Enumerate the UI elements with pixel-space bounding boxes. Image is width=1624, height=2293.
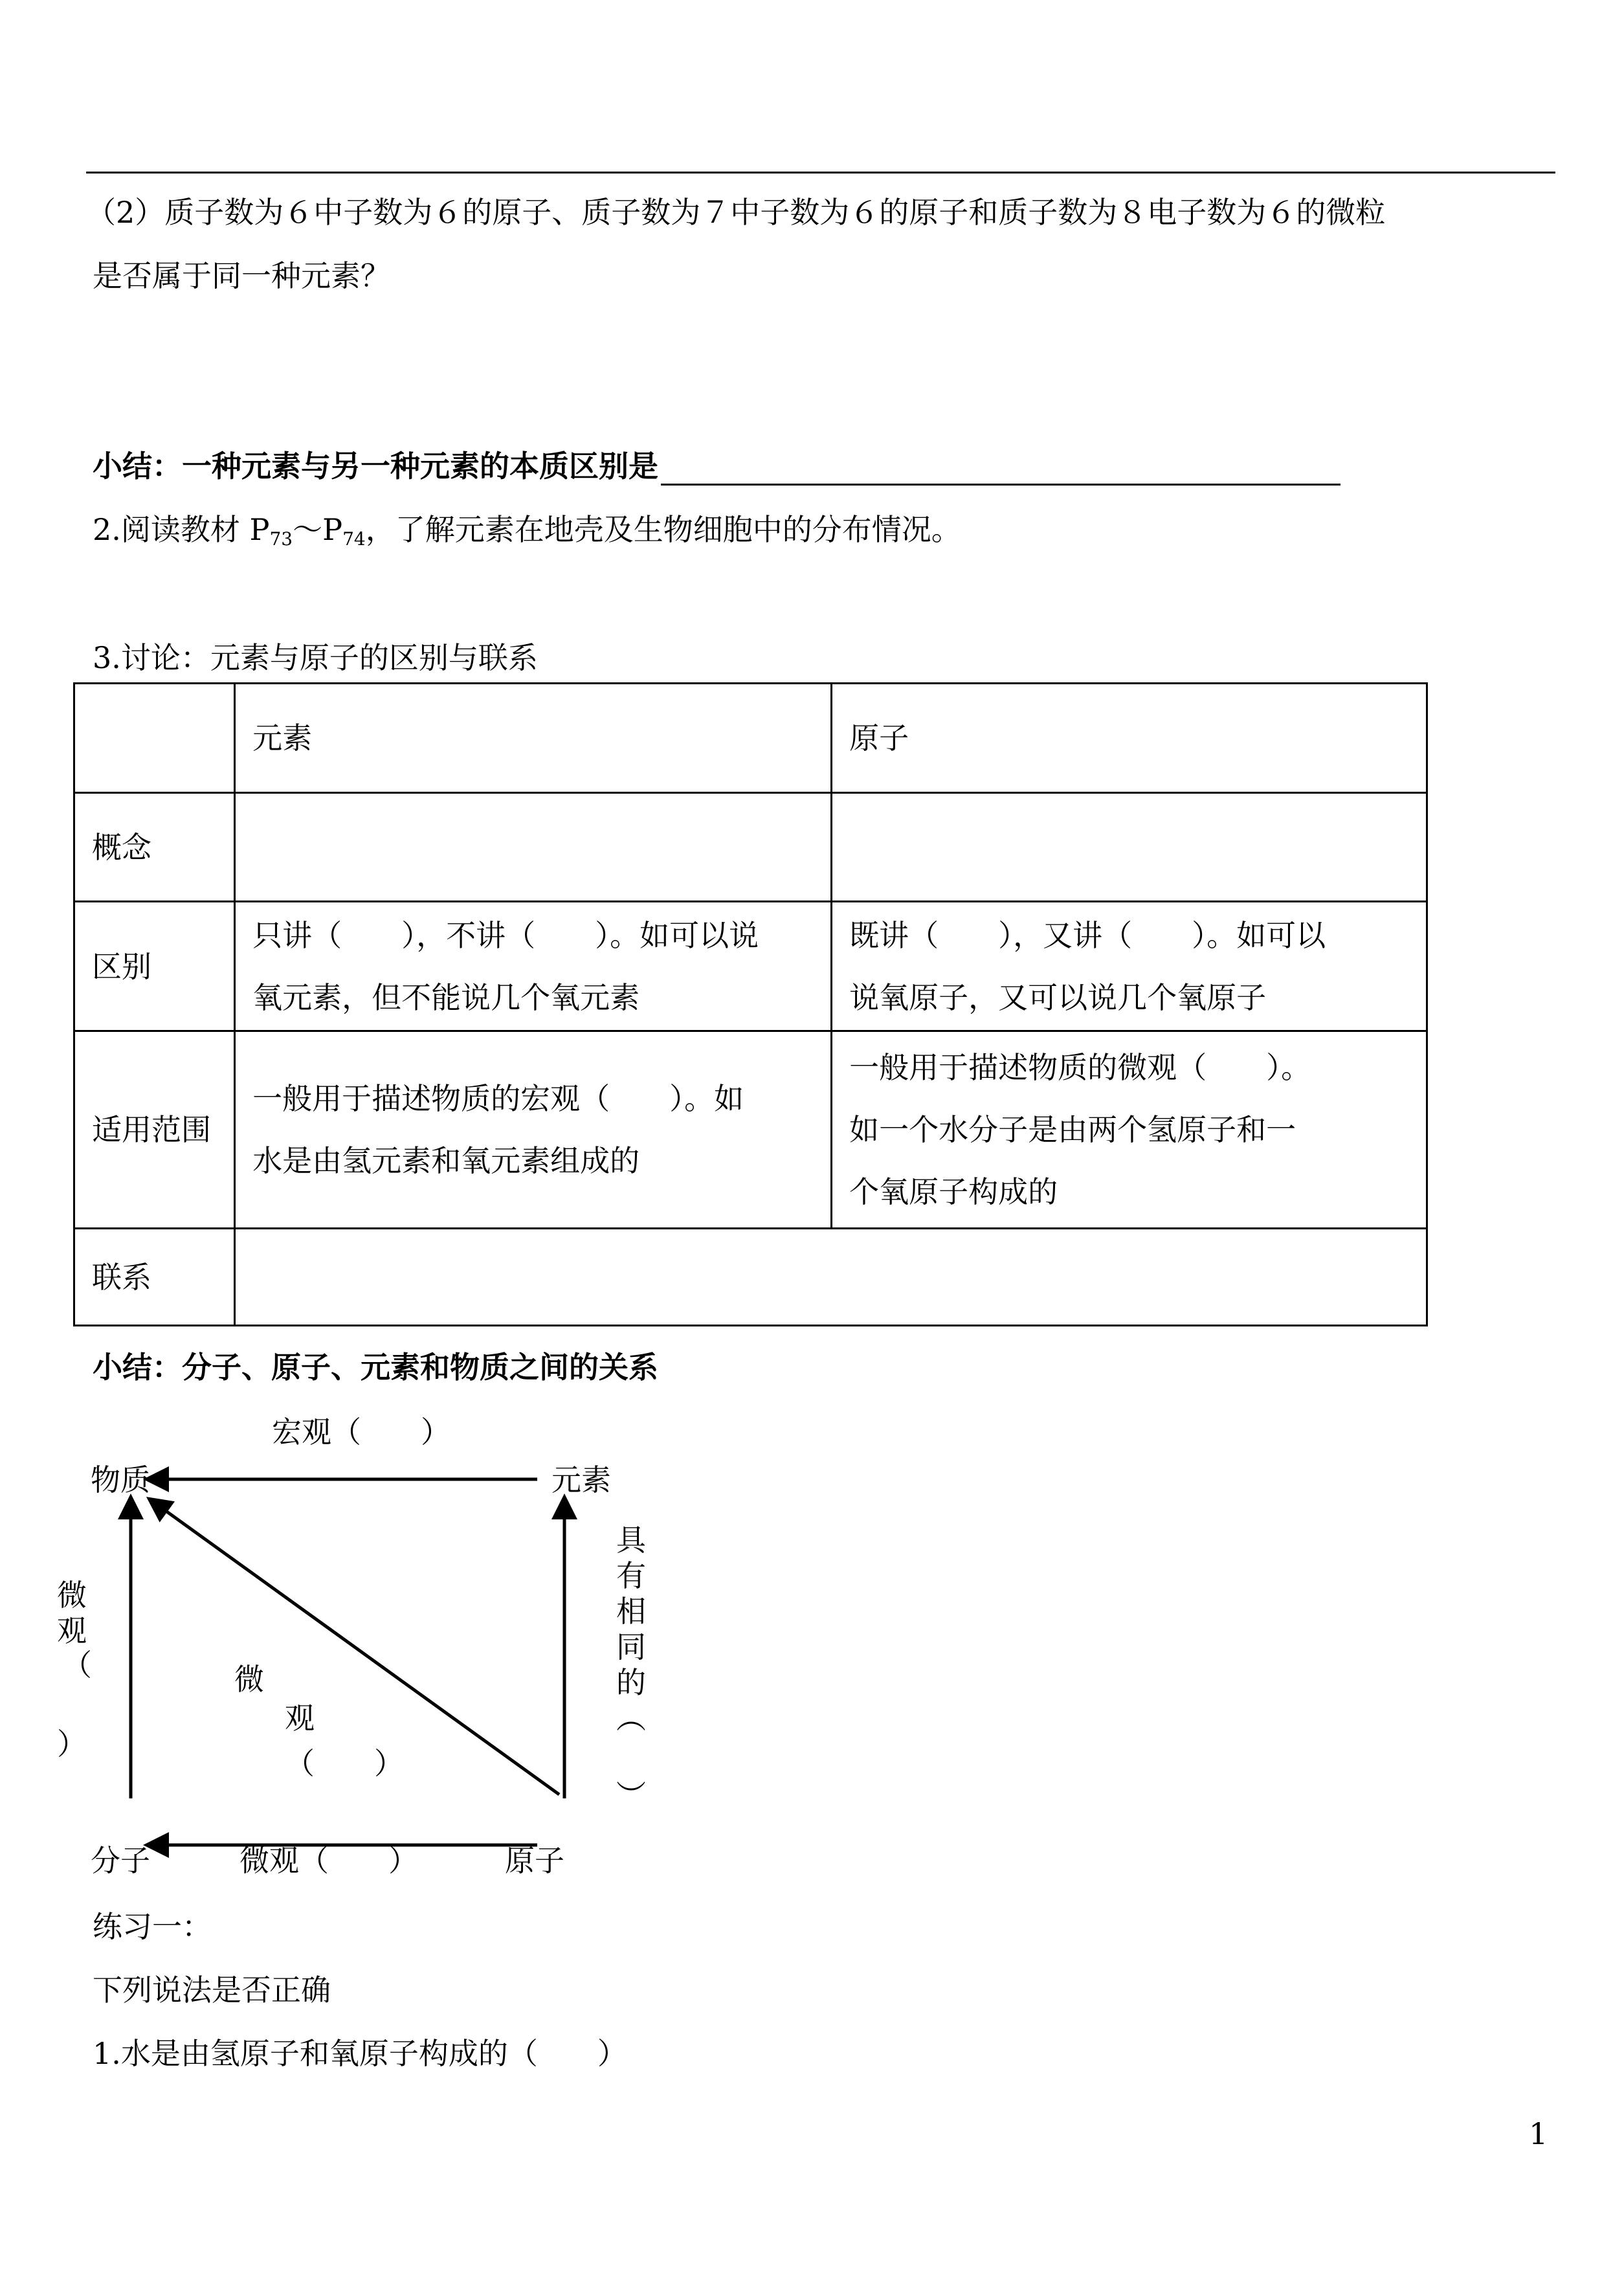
practice-title: 练习一： — [93, 1909, 212, 1944]
node-element: 元素 — [551, 1462, 611, 1497]
node-molecule: 分子 — [91, 1843, 150, 1878]
difference-element-cell — [235, 902, 832, 1031]
same-open-paren: ︵ — [616, 1701, 646, 1736]
page-number: 1 — [1529, 2116, 1548, 2151]
same-char-2: 有 — [616, 1558, 646, 1593]
header-rule — [86, 172, 1555, 173]
micro-left-char-2: 观 — [57, 1613, 87, 1648]
micro-center-parens: （ ） — [285, 1746, 404, 1781]
same-close-paren: ︶ — [616, 1778, 646, 1813]
scope-atom-line-1: 一般用于描述物质的微观（ ）。 — [849, 1050, 1311, 1085]
difference-atom-cell — [832, 902, 1427, 1031]
scope-atom-line-3: 个氧原子构成的 — [849, 1174, 1058, 1209]
header-element: 元素 — [235, 684, 832, 793]
reading-instruction — [93, 510, 961, 549]
reading-suffix: ，了解元素在地壳及生物细胞中的分布情况。 — [365, 512, 961, 547]
summary-relations-title: 小结：分子、原子、元素和物质之间的关系 — [93, 1350, 658, 1385]
page-subscript-end: 74 — [342, 528, 366, 550]
question-2-line-2: 是否属于同一种元素？ — [93, 258, 390, 293]
discussion-title: 3.讨论：元素与原子的区别与联系 — [93, 640, 538, 675]
reading-prefix: 2.阅读教材 P — [93, 512, 270, 547]
row-label-scope: 适用范围 — [74, 1031, 235, 1229]
row-label-difference: 区别 — [74, 902, 235, 1031]
table-header-row — [74, 684, 1427, 793]
row-label-relation: 联系 — [74, 1229, 235, 1326]
same-char-1: 具 — [616, 1523, 646, 1558]
difference-atom-line-1: 既讲（ ），又讲（ ）。如可以 — [849, 917, 1326, 953]
relation-merged-cell[interactable] — [235, 1229, 1427, 1326]
concept-element-cell[interactable] — [235, 793, 832, 902]
scope-element-line-1: 一般用于描述物质的宏观（ ）。如 — [252, 1081, 744, 1116]
micro-left-char-3: （ — [62, 1648, 92, 1683]
same-char-4: 同 — [616, 1629, 646, 1664]
practice-intro: 下列说法是否正确 — [93, 1973, 331, 2008]
micro-left-char-4: ） — [57, 1727, 87, 1762]
micro-left-char-1: 微 — [57, 1578, 87, 1613]
scope-element-cell — [235, 1031, 832, 1229]
node-matter: 物质 — [91, 1462, 150, 1497]
micro-center-char-2: 观 — [285, 1701, 315, 1736]
summary-label: 小结：一种元素与另一种元素的本质区别是 — [93, 449, 658, 484]
summary-essential-difference — [93, 447, 1340, 486]
same-char-3: 相 — [616, 1594, 646, 1629]
concept-atom-cell[interactable] — [832, 793, 1427, 902]
macro-label: 宏观（ ） — [272, 1415, 450, 1449]
answer-blank[interactable] — [661, 454, 1340, 486]
table-row-relation — [74, 1229, 1427, 1326]
practice-item-1: 1.水是由氢原子和氧原子构成的（ ） — [93, 2036, 627, 2071]
scope-element-line-2: 水是由氢元素和氧元素组成的 — [252, 1143, 640, 1178]
node-atom: 原子 — [505, 1843, 564, 1878]
difference-atom-line-2: 说氧原子，又可以说几个氧原子 — [849, 979, 1267, 1015]
row-label-concept: 概念 — [74, 793, 235, 902]
scope-atom-line-2: 如一个水分子是由两个氢原子和一 — [849, 1112, 1296, 1147]
header-empty-cell — [74, 684, 235, 793]
element-atom-comparison-table — [73, 682, 1428, 1326]
relation-diagram — [0, 1392, 712, 1910]
header-atom: 原子 — [832, 684, 1427, 793]
same-char-5: 的 — [616, 1665, 646, 1700]
question-2-line-1: （2）质子数为６中子数为６的原子、质子数为７中子数为６的原子和质子数为８电子数为６的微粒 — [86, 195, 1386, 230]
table-row-difference — [74, 902, 1427, 1031]
micro-bottom-label: 微观（ ） — [239, 1843, 418, 1878]
difference-element-line-1: 只讲（ ），不讲（ ）。如可以说 — [252, 917, 759, 953]
difference-element-line-2: 氧元素，但不能说几个氧元素 — [252, 979, 640, 1015]
page-subscript-start: 73 — [269, 528, 293, 550]
micro-center-char-1: 微 — [234, 1662, 264, 1697]
reading-range-separator: ～P — [293, 512, 343, 547]
table-row-concept — [74, 793, 1427, 902]
table-row-scope — [74, 1031, 1427, 1229]
scope-atom-cell — [832, 1031, 1427, 1229]
